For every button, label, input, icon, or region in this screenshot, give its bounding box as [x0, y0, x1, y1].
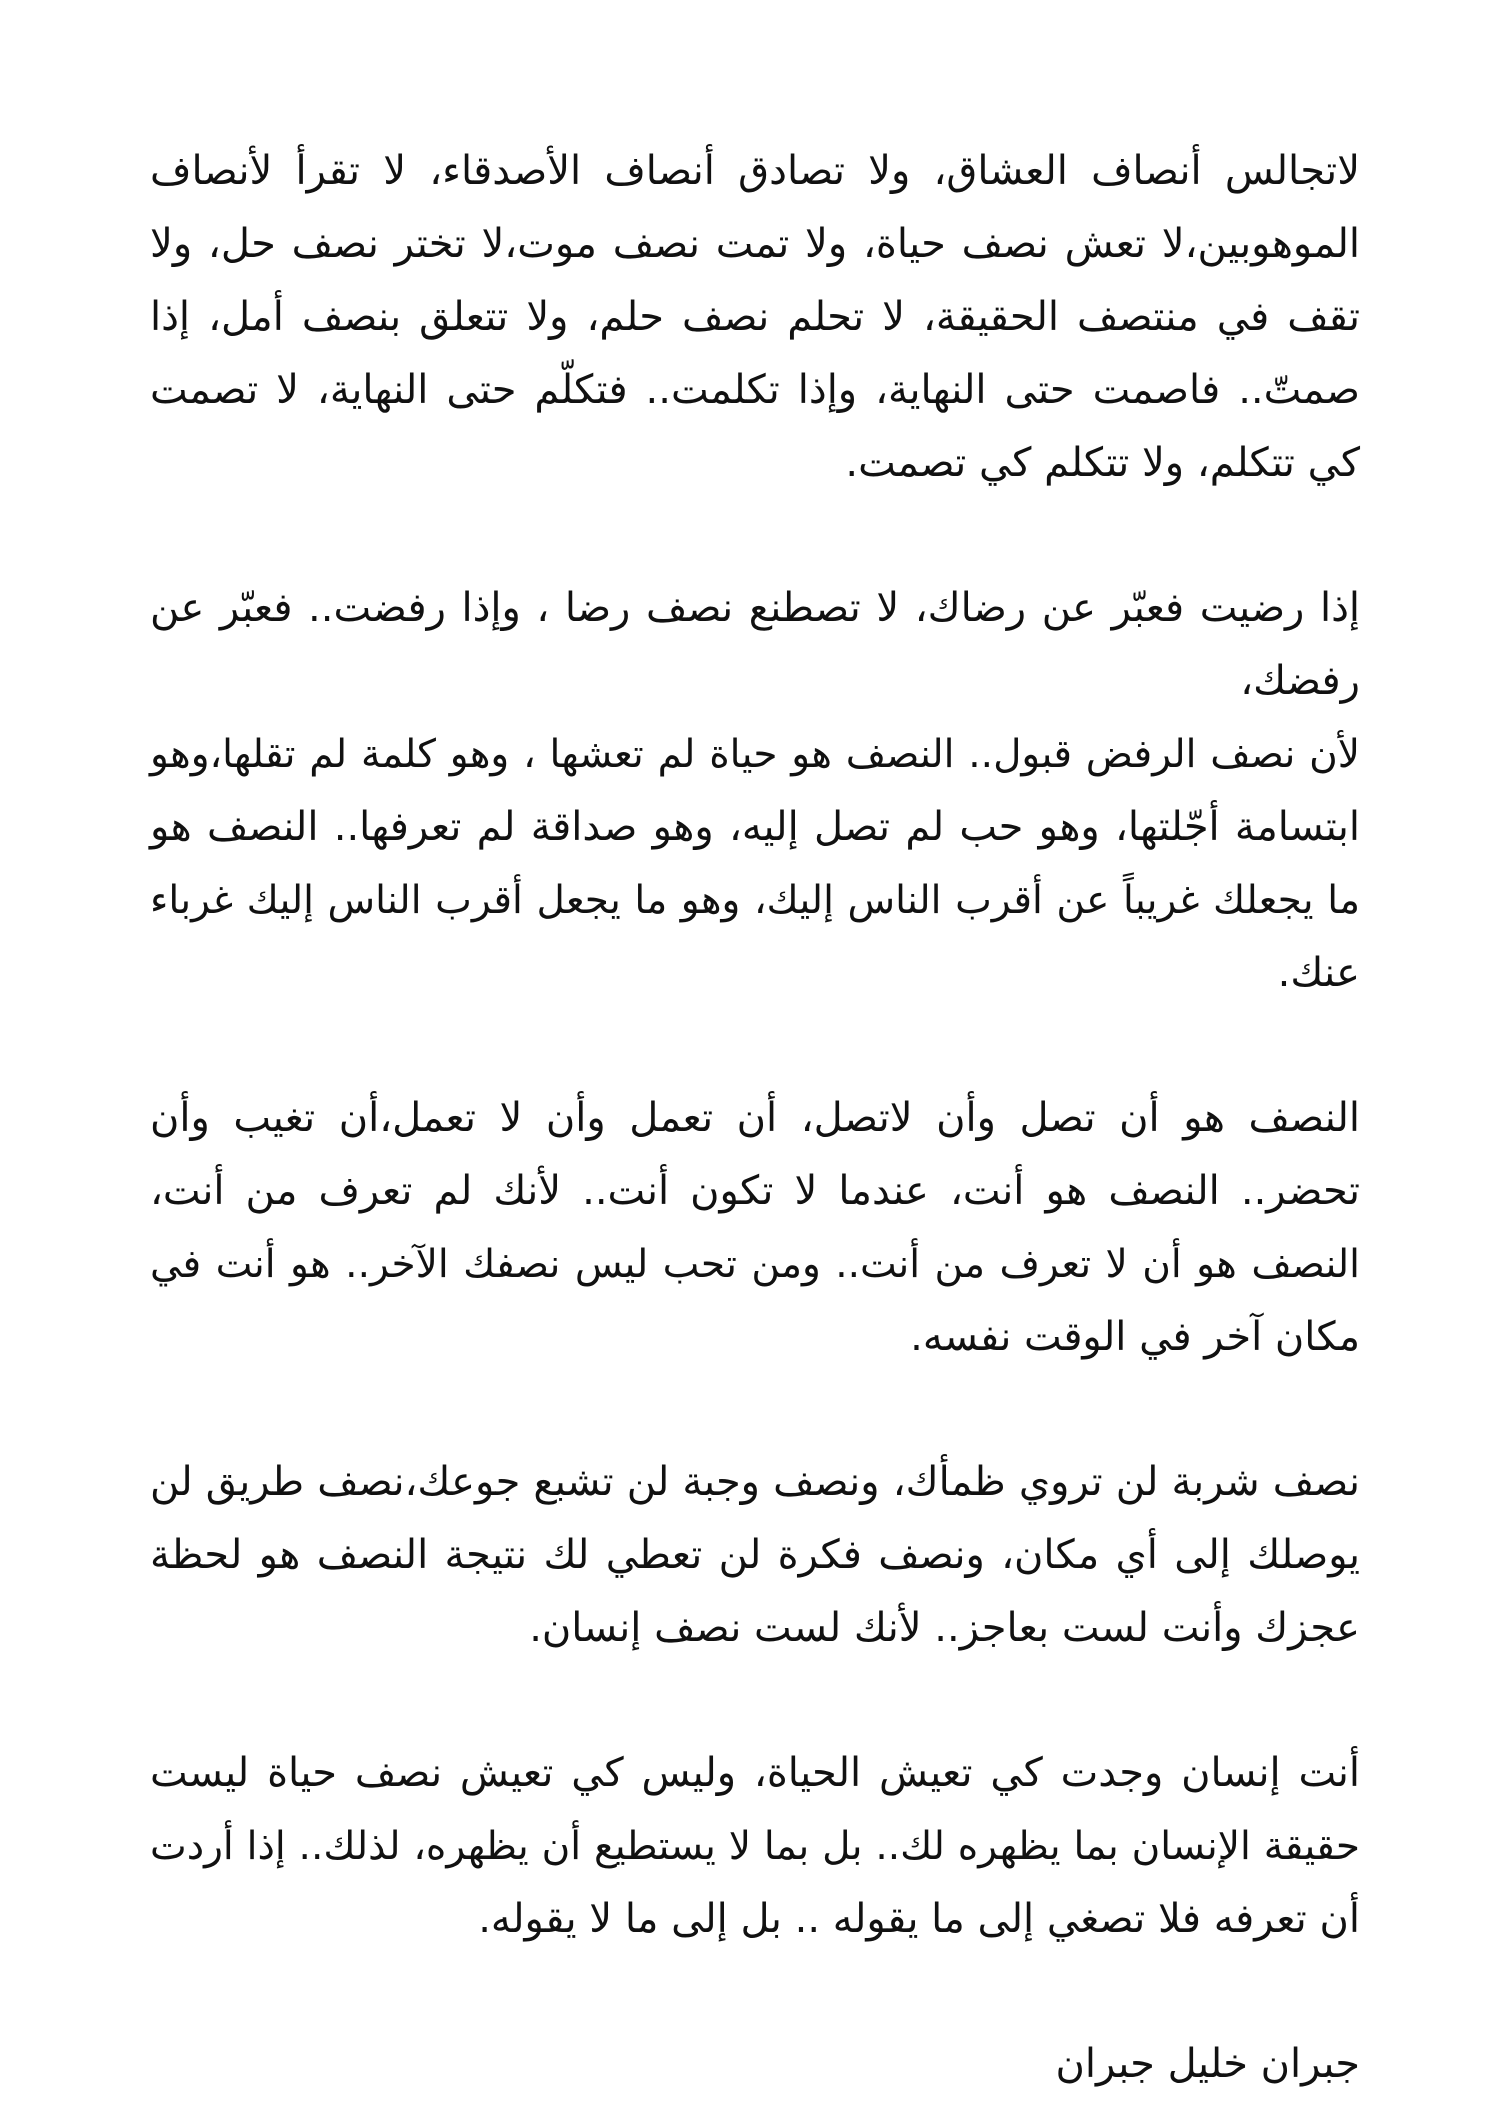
text-line: نصف شربة لن تروي ظمأك، ونصف وجبة لن تشبع جوعك،نصف طريق لن [150, 1459, 1360, 1505]
paragraph-4 [150, 1446, 1360, 1665]
text-line: النصف هو أن لا تعرف من أنت.. ومن تحب ليس نصفك الآخر.. هو أنت في [150, 1242, 1360, 1287]
paragraph-2 [150, 572, 1360, 1010]
text-line: حقيقة الإنسان بما يظهره لك.. بل بما لا يستطيع أن يظهره، لذلك.. إذا أردت [150, 1824, 1360, 1869]
paragraph-3 [150, 1082, 1360, 1374]
author-name: جبران خليل جبران [1055, 2041, 1360, 2087]
text-line: تحضر.. النصف هو أنت، عندما لا تكون أنت.. لأنك لم تعرف من أنت، [150, 1168, 1360, 1214]
text-line: لاتجالس أنصاف العشاق، ولا تصادق أنصاف الأصدقاء، لا تقرأ لأنصاف [150, 148, 1360, 194]
text-line: أن تعرفه فلا تصغي إلى ما يقوله .. بل إلى ما لا يقوله. [478, 1896, 1360, 1942]
poem-body [150, 135, 1360, 2101]
text-line: أنت إنسان وجدت كي تعيش الحياة، وليس كي تعيش نصف حياة ليست [150, 1750, 1360, 1796]
text-line: عجزك وأنت لست بعاجز.. لأنك لست نصف إنسان. [529, 1605, 1360, 1651]
paragraph-1 [150, 135, 1360, 500]
text-line: ابتسامة أجّلتها، وهو حب لم تصل إليه، وهو صداقة لم تعرفها.. النصف هو [150, 804, 1360, 850]
text-line: صمتّ.. فاصمت حتى النهاية، وإذا تكلمت.. فتكلّم حتى النهاية، لا تصمت [150, 367, 1360, 413]
text-line: تقف في منتصف الحقيقة، لا تحلم نصف حلم، ولا تتعلق بنصف أمل، إذا [150, 294, 1360, 340]
text-line: عنك. [1277, 950, 1360, 996]
text-line: إذا رضيت فعبّر عن رضاك، لا تصطنع نصف رضا ، وإذا رفضت.. فعبّر عن [150, 585, 1360, 631]
paragraph-5 [150, 1737, 1360, 1956]
text-line: الموهوبين،لا تعش نصف حياة، ولا تمت نصف موت،لا تختر نصف حل، ولا [150, 221, 1360, 267]
author-signature [150, 2028, 1360, 2101]
text-line: مكان آخر في الوقت نفسه. [910, 1314, 1360, 1360]
text-line: النصف هو أن تصل وأن لاتصل، أن تعمل وأن لا تعمل،أن تغيب وأن [150, 1095, 1360, 1141]
text-line: كي تتكلم، ولا تتكلم كي تصمت. [845, 440, 1360, 486]
text-line: يوصلك إلى أي مكان، ونصف فكرة لن تعطي لك نتيجة النصف هو لحظة [150, 1532, 1360, 1578]
text-line: رفضك، [1240, 658, 1360, 704]
text-line: لأن نصف الرفض قبول.. النصف هو حياة لم تعشها ، وهو كلمة لم تقلها،وهو [150, 732, 1360, 777]
text-line: ما يجعلك غريباً عن أقرب الناس إليك، وهو ما يجعل أقرب الناس إليك غرباء [150, 878, 1360, 923]
